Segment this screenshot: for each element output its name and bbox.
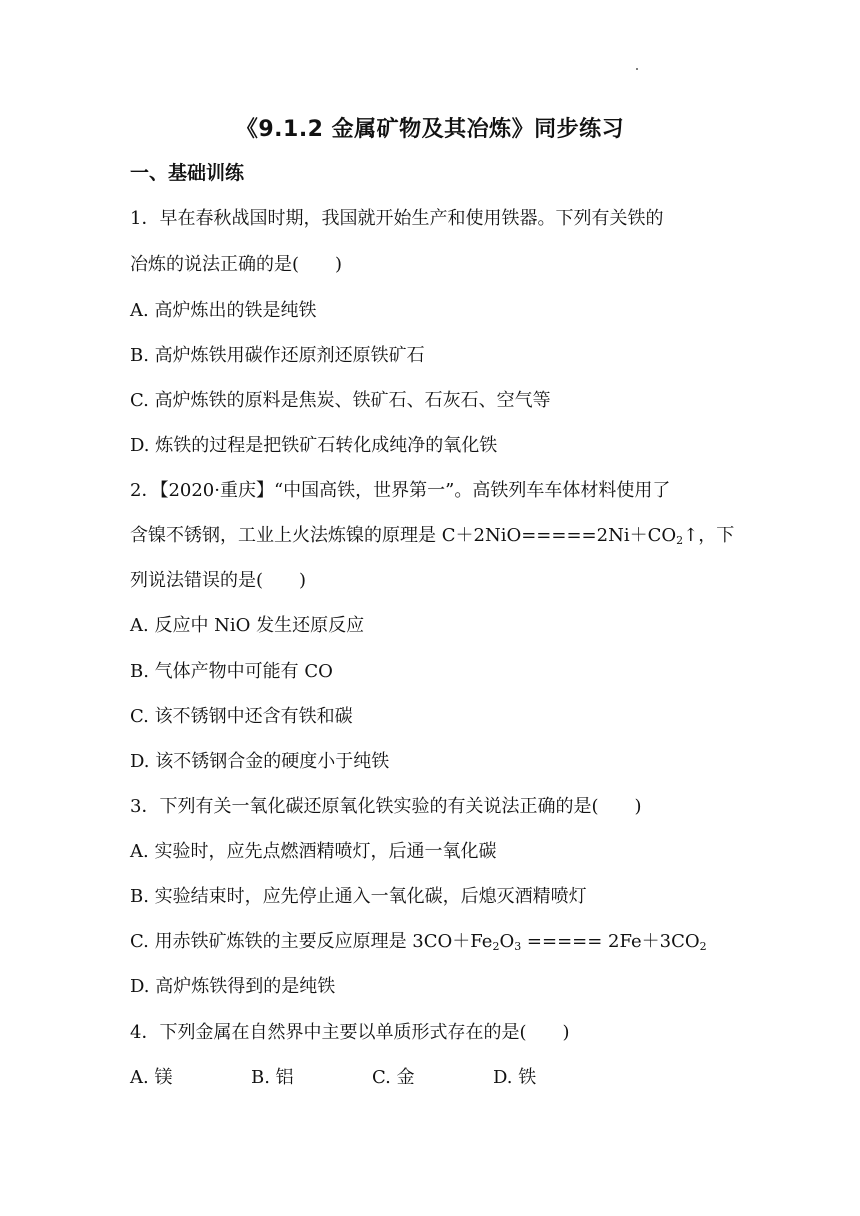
q3-option-b: B. 实验结束时，应先停止通入一氧化碳，后熄灭酒精喷灯 — [130, 886, 587, 907]
q4-stem: 4．下列金属在自然界中主要以单质形式存在的是( ) — [130, 1022, 570, 1043]
q3-option-c-o: O — [499, 931, 515, 952]
q4-option-d: D. 铁 — [493, 1067, 537, 1088]
q2-stem-line1: 2．【2020·重庆】“中国高铁，世界第一”。高铁列车车体材料使用了 — [130, 480, 671, 501]
q2-equation-text: 含镍不锈钢，工业上火法炼镍的原理是 C＋2NiO=====2Ni＋CO — [130, 525, 677, 546]
q3-o-subscript: 3 — [514, 940, 522, 953]
q3-fe-subscript: 2 — [492, 940, 500, 953]
q3-option-c-text: C. 用赤铁矿炼铁的主要反应原理是 3CO＋Fe — [130, 931, 493, 952]
q2-option-c: C. 该不锈钢中还含有铁和碳 — [130, 706, 353, 727]
q3-option-c-products: ===== 2Fe＋3CO — [521, 931, 700, 952]
q1-option-b: B. 高炉炼铁用碳作还原剂还原铁矿石 — [130, 345, 425, 366]
q2-option-a: A. 反应中 NiO 发生还原反应 — [130, 615, 365, 636]
q3-co2-subscript: 2 — [699, 940, 707, 953]
q2-stem-line2 — [130, 521, 734, 547]
q1-option-c: C. 高炉炼铁的原料是焦炭、铁矿石、石灰石、空气等 — [130, 390, 551, 411]
section-heading: 一、基础训练 — [130, 162, 245, 184]
q4-option-c: C. 金 — [372, 1067, 415, 1088]
q1-stem-line1: 1．早在春秋战国时期，我国就开始生产和使用铁器。下列有关铁的 — [130, 208, 664, 229]
q2-line2-tail: ↑，下 — [683, 525, 735, 546]
document-title: 《9.1.2 金属矿物及其冶炼》同步练习 — [235, 117, 625, 142]
page-dot-mark — [636, 68, 638, 70]
q3-option-d: D. 高炉炼铁得到的是纯铁 — [130, 976, 336, 997]
q2-co2-subscript: 2 — [676, 534, 684, 547]
q4-option-a: A. 镁 — [130, 1067, 173, 1088]
q3-stem: 3．下列有关一氧化碳还原氧化铁实验的有关说法正确的是( ) — [130, 796, 642, 817]
q1-option-d: D. 炼铁的过程是把铁矿石转化成纯净的氧化铁 — [130, 435, 498, 456]
q2-option-d: D. 该不锈钢合金的硬度小于纯铁 — [130, 751, 390, 772]
q4-option-b: B. 铝 — [251, 1067, 294, 1088]
q2-option-b: B. 气体产物中可能有 CO — [130, 661, 333, 682]
q3-option-a: A. 实验时，应先点燃酒精喷灯，后通一氧化碳 — [130, 841, 497, 862]
q3-option-c — [130, 927, 707, 953]
q1-option-a: A. 高炉炼出的铁是纯铁 — [130, 300, 317, 321]
q1-stem-line2: 冶炼的说法正确的是( ) — [130, 254, 343, 275]
q2-stem-line3: 列说法错误的是( ) — [130, 570, 307, 591]
